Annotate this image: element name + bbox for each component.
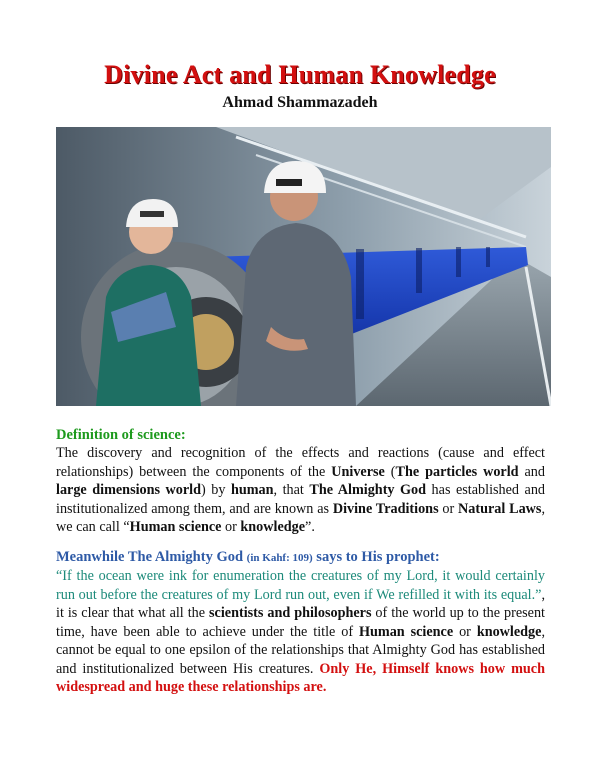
text-run: has established and institutionalized among them, and are known as [56,482,546,517]
text-run: or [453,623,477,640]
text-run: ) by [201,482,231,498]
page-title: Divine Act and Human Knowledge [104,60,496,89]
bold-term: scientists and philosophers [209,605,372,621]
text-run: of the world up to the present time, have been able to achieve under the title of [56,605,545,640]
bold-term: The Almighty God [309,482,427,498]
bold-term: knowledge [476,623,542,640]
quote-paragraph [56,567,545,697]
bold-term: Universe [331,463,385,480]
text-run: , we can call “ [56,500,545,535]
text-run: , it is clear that what all the [56,586,545,621]
header-photo [56,127,551,406]
bold-term: large dimensions world [56,482,202,498]
red-text: Only He, Himself knows how much widespread and huge these relationships are. [56,660,545,695]
bold-term: Divine Traditions [332,500,439,517]
text-run: or [438,500,459,517]
teal-text: “If the ocean were ink for enumeration the creatures of my Lord, it would certainly run out before the creatures of my Lord run out, even if We refilled it with its equal.” [56,568,545,603]
bold-term: Human science [129,519,222,535]
text-run: or [221,519,241,535]
text-run: The discovery and recognition of the effects and reactions (cause and effect relationships) between the components of the [56,445,545,480]
accelerator-tunnel-photo-icon [56,127,551,406]
definition-heading: Definition of science: [56,427,186,443]
bold-term: The particles world [395,463,519,480]
quote-heading: Meanwhile The Almighty God (in Kahf: 109) says to His prophet: [56,549,440,565]
bold-term: human [230,482,274,498]
text-run: ”. [305,519,315,535]
text-run: ( [384,463,396,480]
text-run: , that [273,482,310,498]
bold-term: Human science [358,623,454,640]
text-run: , cannot be equal to one epsilon of the relationships that Almighty God has established and institutionalized between His creatures. [56,623,545,677]
bold-term: Natural Laws [458,500,542,517]
text-run: and [518,463,545,480]
definition-text [56,444,545,537]
author-name: Ahmad Shammazadeh [222,94,378,111]
bold-term: knowledge [240,519,306,535]
